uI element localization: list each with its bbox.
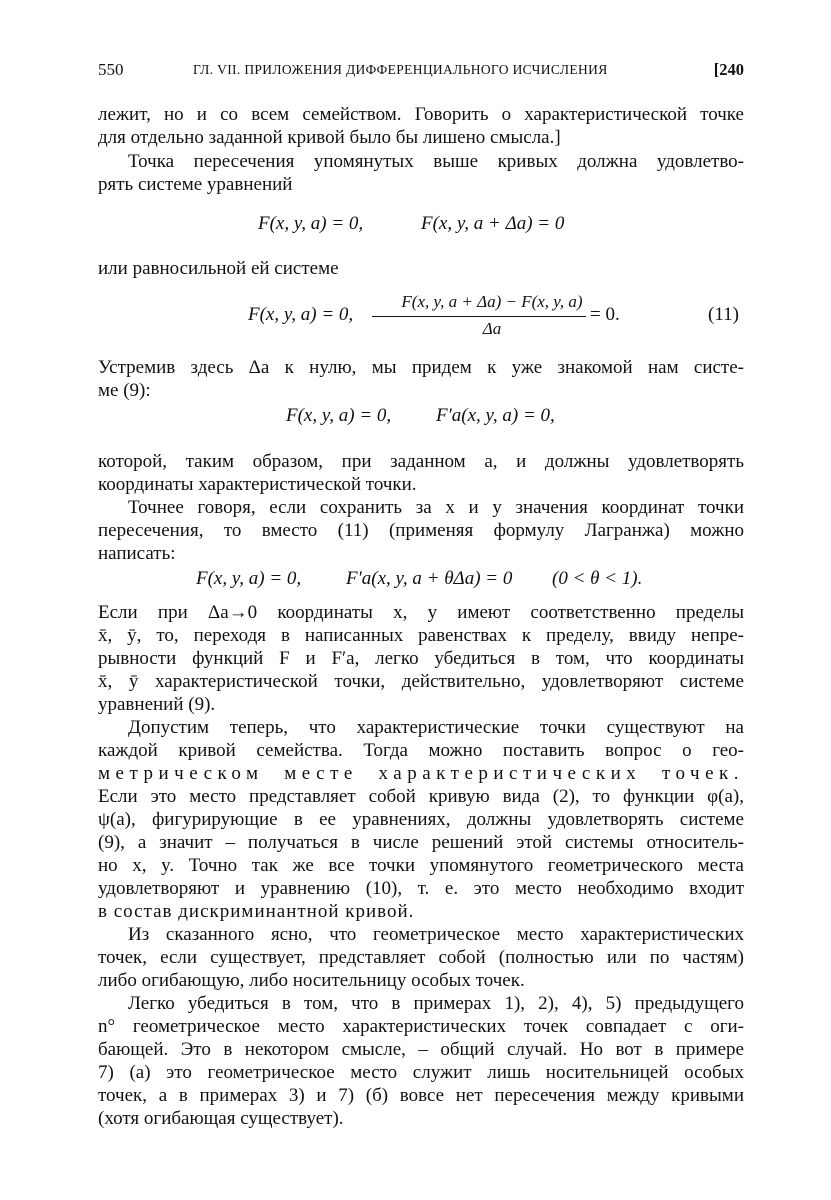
text-line: удовлетворяют и уравнению (10), т. е. это место необходимо входит xyxy=(98,878,744,899)
equation-number: (11) xyxy=(708,304,739,325)
text-line: в состав дискриминантной кривой. xyxy=(98,901,415,922)
text-line: координаты характеристической точки. xyxy=(98,474,417,495)
text-line: (9), а значит – получаться в числе решений этой системы относитель- xyxy=(98,832,744,853)
text-line: Точнее говоря, если сохранить за x и y значения координат точки xyxy=(128,497,744,518)
formula-F-derivative: F′a(x, y, a) = 0, xyxy=(436,405,555,426)
text-line: Из сказанного ясно, что геометрическое место характеристических xyxy=(128,924,744,945)
formula-F-equation: F(x, y, a) = 0, xyxy=(196,568,302,589)
page-number: 550 xyxy=(98,60,124,79)
text-line: или равносильной ей системе xyxy=(98,258,339,279)
formula-F-equation: F(x, y, a) = 0, xyxy=(286,405,392,426)
text-line: x̄, ȳ характеристической точки, действительно, удовлетворяют системе xyxy=(98,671,744,692)
text-line: каждой кривой семейства. Тогда можно поставить вопрос о гео- xyxy=(98,740,744,761)
text-line: лежит, но и со всем семейством. Говорить о характеристической точке xyxy=(98,104,744,125)
section-number: [240 xyxy=(713,60,744,79)
formula-F-shifted-equation: F(x, y, a + Δa) = 0 xyxy=(421,213,565,234)
text-line: которой, таким образом, при заданном a, и должны удовлетворять xyxy=(98,451,744,472)
text-line: точек, а в примерах 3) и 7) (б) вовсе нет пересечения между кривыми xyxy=(98,1085,744,1106)
text-line: метрическом месте характеристических точек. xyxy=(98,763,744,784)
text-line: для отдельно заданной кривой было бы лишено смысла.] xyxy=(98,127,561,148)
fraction-denominator: Δa xyxy=(482,319,502,338)
text-line: рывности функций F и F′a, легко убедиться в том, что координаты xyxy=(98,648,744,669)
text-line: либо огибающую, либо носительницу особых точек. xyxy=(98,970,525,991)
text-line: ме (9): xyxy=(98,380,151,401)
text-line: x̄, ȳ, то, переходя в написанных равенствах к пределу, ввиду непре- xyxy=(98,625,744,646)
fraction-bar xyxy=(372,316,586,317)
text-line: но x, y. Точно так же все точки упомянутого геометрического места xyxy=(98,855,744,876)
text-line: пересечения, то вместо (11) (применяя формулу Лагранжа) можно xyxy=(98,520,744,541)
text-line: Точка пересечения упомянутых выше кривых должна удовлетво- xyxy=(128,151,744,172)
chapter-title: ГЛ. VII. ПРИЛОЖЕНИЯ ДИФФЕРЕНЦИАЛЬНОГО ИСЧИСЛЕНИЯ xyxy=(193,62,608,77)
text-line: (хотя огибающая существует). xyxy=(98,1108,344,1129)
text-line: n° геометрическое место характеристических точек совпадает с оги- xyxy=(98,1016,744,1037)
text-line: Если это место представляет собой кривую вида (2), то функции φ(a), xyxy=(98,786,744,807)
formula-theta-range: (0 < θ < 1). xyxy=(552,568,643,589)
fraction-numerator: F(x, y, a + Δa) − F(x, y, a) xyxy=(401,292,583,311)
text-line: Если при Δa→0 координаты x, y имеют соответственно пределы xyxy=(98,602,744,623)
text-line: 7) (а) это геометрическое место служит лишь носительницей особых xyxy=(98,1062,744,1083)
text-line: написать: xyxy=(98,543,176,564)
text-line: бающей. Это в некотором смысле, – общий случай. Но вот в примере xyxy=(98,1039,744,1060)
formula-F-equation: F(x, y, a) = 0, xyxy=(258,213,364,234)
formula-F-derivative-theta: F′a(x, y, a + θΔa) = 0 xyxy=(346,568,513,589)
text-line: Устремив здесь Δa к нулю, мы придем к уже знакомой нам систе- xyxy=(98,357,744,378)
formula-tail: = 0. xyxy=(590,304,620,325)
page-header xyxy=(98,58,748,84)
text-line: Допустим теперь, что характеристические точки существуют на xyxy=(128,717,744,738)
text-line: Легко убедиться в том, что в примерах 1), 2), 4), 5) предыдущего xyxy=(128,993,744,1014)
text-line: уравнений (9). xyxy=(98,694,216,715)
text-line: рять системе уравнений xyxy=(98,174,293,195)
text-line: точек, если существует, представляет собой (полностью или по частям) xyxy=(98,947,744,968)
formula-F-equation: F(x, y, a) = 0, xyxy=(248,304,354,325)
text-line: ψ(a), фигурирующие в ее уравнениях, должны удовлетворять системе xyxy=(98,809,744,830)
